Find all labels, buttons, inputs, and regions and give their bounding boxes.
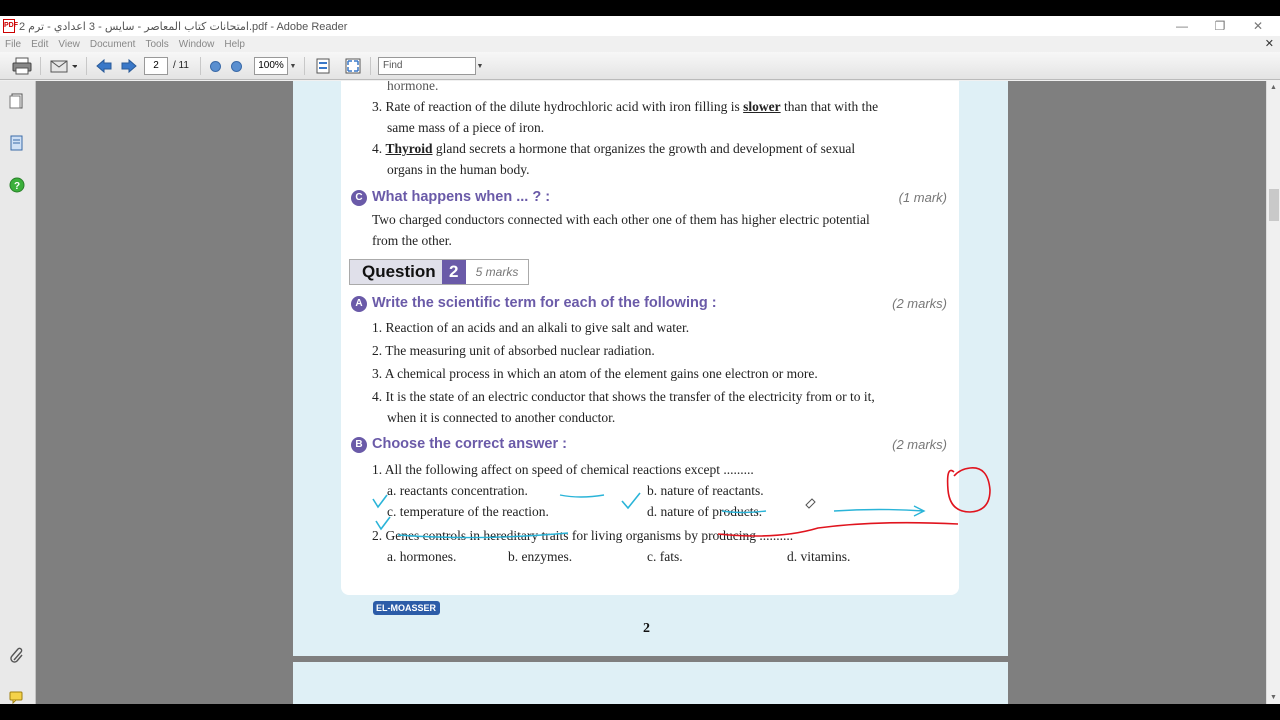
email-icon xyxy=(49,57,77,75)
term-item-4-cont: when it is connected to another conductor. xyxy=(387,410,616,425)
item-number: 4. xyxy=(372,389,383,404)
restore-button[interactable]: ❐ xyxy=(1214,19,1226,33)
zoom-dropdown[interactable]: ▼ xyxy=(289,62,297,70)
vertical-scrollbar[interactable] xyxy=(1266,81,1280,704)
publisher-logo: EL-MOASSER xyxy=(373,601,440,615)
arrow-left-icon xyxy=(95,58,113,74)
arrow-right-icon xyxy=(120,58,138,74)
find-dropdown[interactable]: ▼ xyxy=(476,62,484,70)
item-number: 3. xyxy=(372,99,383,114)
section-badge: A xyxy=(351,296,367,312)
menu-file[interactable]: File xyxy=(5,38,22,50)
item-number: 4. xyxy=(372,141,383,156)
next-page-button[interactable] xyxy=(119,56,139,76)
item-text: It is the state of an electric conductor that shows the transfer of the electricity from or to it, xyxy=(385,389,875,404)
scroll-thumb[interactable] xyxy=(1269,189,1279,221)
zoom-input[interactable]: 100% xyxy=(254,57,288,75)
mcq-1-option-a: a. reactants concentration. xyxy=(387,483,528,498)
question-header xyxy=(349,259,529,285)
zoom-out-button[interactable] xyxy=(208,56,222,76)
section-c-text-cont: from the other. xyxy=(372,233,452,248)
section-c-text: Two charged conductors connected with each other one of them has higher electric potential xyxy=(372,212,870,227)
scroll-up-arrow[interactable]: ▲ xyxy=(1270,84,1277,91)
menu-help[interactable]: Help xyxy=(224,38,245,50)
item-number: 1. xyxy=(372,320,383,335)
question-number: 2 xyxy=(442,260,466,284)
document-viewport[interactable] xyxy=(36,81,1266,704)
paperclip-icon[interactable] xyxy=(9,647,25,663)
zoom-in-button[interactable] xyxy=(229,56,243,76)
toolbar-separator xyxy=(86,57,87,75)
mcq-1-option-d: d. nature of products. xyxy=(647,504,763,519)
next-pdf-page xyxy=(293,662,1008,704)
mcq-2-option-b: b. enzymes. xyxy=(508,549,573,564)
printer-icon xyxy=(12,57,32,75)
menu-document[interactable]: Document xyxy=(89,38,136,50)
toolbar-separator xyxy=(40,57,41,75)
fit-page-icon xyxy=(315,58,331,74)
mcq-question-2: 2. Genes controls in hereditary traits for living organisms by producing .......... xyxy=(372,528,794,543)
cut-text: hormone. xyxy=(387,81,439,93)
mcq-2-option-c: c. fats. xyxy=(647,549,683,564)
item-number: 3. xyxy=(372,366,383,381)
page-number-input[interactable]: 2 xyxy=(144,57,168,75)
section-badge: C xyxy=(351,190,367,206)
pages-icon[interactable] xyxy=(9,93,25,109)
section-title: What happens when ... ? : xyxy=(372,189,551,205)
item-text: Reaction of an acids and an alkali to give salt and water. xyxy=(385,320,690,335)
window-title: امتحانات كتاب المعاصر - سايس - 3 اعدادي - ترم 2.pdf - Adobe Reader xyxy=(19,20,348,33)
menu-bar xyxy=(0,36,1280,52)
pdf-page xyxy=(293,81,1008,656)
zoom-out-icon xyxy=(210,61,221,72)
mcq-1-option-c: c. temperature of the reaction. xyxy=(387,504,549,519)
section-title: Write the scientific term for each of the following : xyxy=(372,295,717,311)
fit-page-button[interactable] xyxy=(313,56,333,76)
attachments-icon[interactable] xyxy=(9,135,25,151)
section-marks: (2 marks) xyxy=(892,437,947,452)
term-item-2 xyxy=(372,343,655,359)
email-button[interactable] xyxy=(48,56,78,76)
menu-view[interactable]: View xyxy=(58,38,80,50)
full-screen-button[interactable] xyxy=(343,56,363,76)
prev-item-4-cont: organs in the human body. xyxy=(387,162,530,177)
item-text: gland secrets a hormone that organizes the growth and development of sexual xyxy=(432,141,856,156)
zoom-in-icon xyxy=(231,61,242,72)
minimize-button[interactable]: — xyxy=(1176,19,1188,33)
doc-close-button[interactable]: ✕ xyxy=(1264,38,1274,50)
find-input[interactable]: Find xyxy=(378,57,476,75)
adobe-reader-window xyxy=(0,16,1280,704)
prev-item-4 xyxy=(372,141,855,157)
toolbar xyxy=(0,52,1280,80)
item-bold-word: Thyroid xyxy=(385,141,433,156)
item-text: The measuring unit of absorbed nuclear radiation. xyxy=(385,343,655,358)
print-button[interactable] xyxy=(10,56,34,76)
section-a-heading xyxy=(351,295,717,312)
menu-edit[interactable]: Edit xyxy=(31,38,49,50)
navigation-sidebar xyxy=(0,81,36,704)
section-title: Choose the correct answer : xyxy=(372,436,567,452)
section-badge: B xyxy=(351,437,367,453)
section-c-heading xyxy=(351,189,550,206)
toolbar-separator xyxy=(304,57,305,75)
section-marks: (2 marks) xyxy=(892,296,947,311)
scroll-down-arrow[interactable]: ▼ xyxy=(1270,694,1277,701)
previous-page-button[interactable] xyxy=(94,56,114,76)
page-total: / 11 xyxy=(173,60,189,71)
prev-item-3 xyxy=(372,99,878,115)
toolbar-separator xyxy=(370,57,371,75)
question-label: Question xyxy=(350,260,442,284)
term-item-3 xyxy=(372,366,818,382)
term-item-4 xyxy=(372,389,875,405)
prev-item-3-cont: same mass of a piece of iron. xyxy=(387,120,545,135)
section-b-heading xyxy=(351,436,567,453)
mcq-2-option-d: d. vitamins. xyxy=(787,549,851,564)
menu-window[interactable]: Window xyxy=(178,38,215,50)
svg-text:?: ? xyxy=(13,181,21,192)
item-text: than that with the xyxy=(780,99,879,114)
pdf-icon: PDF xyxy=(3,19,15,33)
close-button[interactable]: ✕ xyxy=(1252,19,1264,33)
question-marks: 5 marks xyxy=(466,260,529,284)
mcq-2-option-a: a. hormones. xyxy=(387,549,457,564)
menu-tools[interactable]: Tools xyxy=(145,38,169,50)
page-number: 2 xyxy=(643,621,650,636)
item-number: 2. xyxy=(372,343,383,358)
item-bold-word: slower xyxy=(743,99,781,114)
toolbar-separator xyxy=(200,57,201,75)
exam-card xyxy=(341,81,959,595)
title-bar xyxy=(0,16,1280,36)
mcq-question-1: 1. All the following affect on speed of chemical reactions except ......... xyxy=(372,462,754,477)
comments-icon[interactable] xyxy=(9,689,25,704)
term-item-1 xyxy=(372,320,689,336)
full-screen-icon xyxy=(345,58,361,74)
section-marks: (1 mark) xyxy=(898,190,947,205)
mcq-1-option-b: b. nature of reactants. xyxy=(647,483,764,498)
item-text: Rate of reaction of the dilute hydrochloric acid with iron filling is xyxy=(385,99,744,114)
help-icon[interactable] xyxy=(9,177,25,193)
item-text: A chemical process in which an atom of the element gains one electron or more. xyxy=(384,366,818,381)
